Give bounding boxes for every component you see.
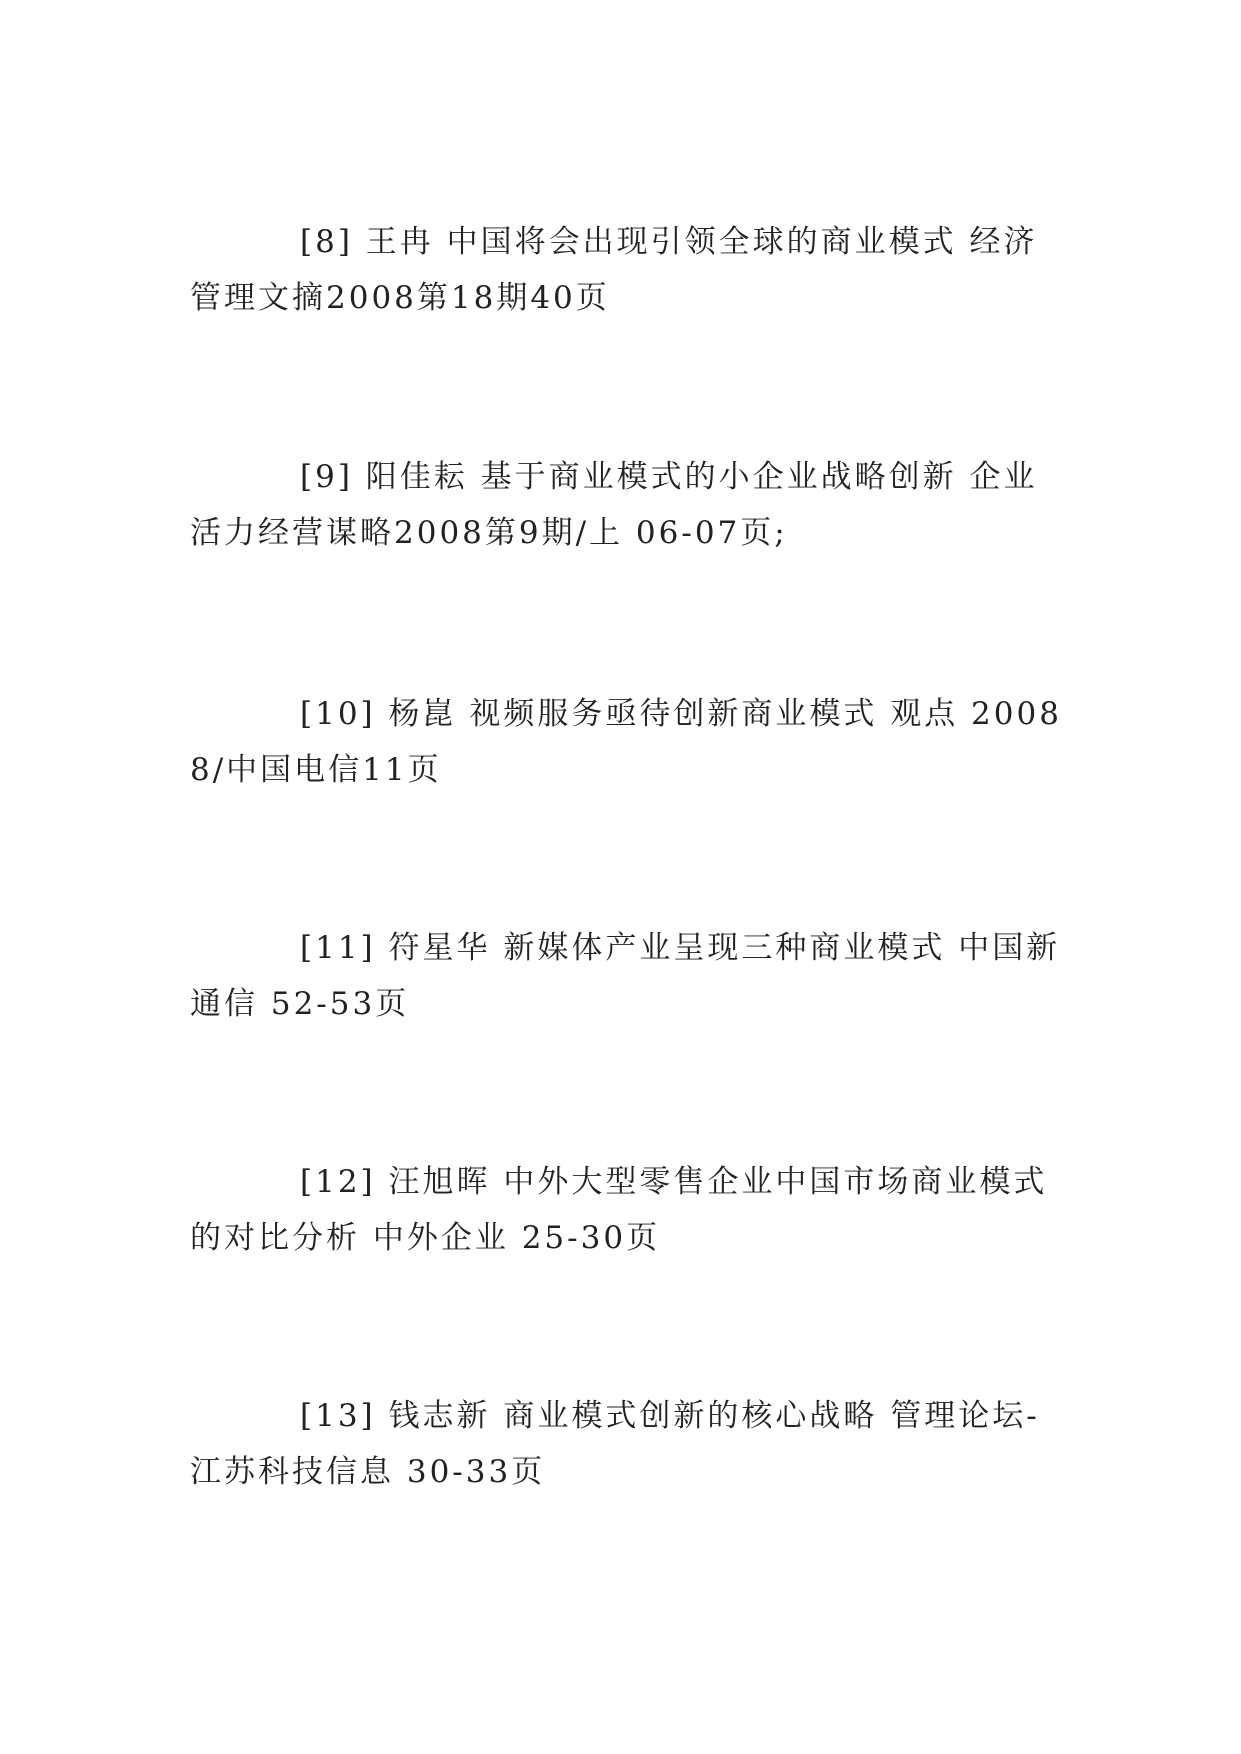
reference-line-1: [9] 阳佳耘 基于商业模式的小企业战略创新 企业 bbox=[300, 459, 1038, 495]
reference-line-1: [12] 汪旭晖 中外大型零售企业中国市场商业模式 bbox=[300, 1164, 1048, 1200]
reference-line-1: [13] 钱志新 商业模式创新的核心战略 管理论坛- bbox=[300, 1398, 1040, 1434]
reference-entry-9 bbox=[190, 449, 1050, 561]
reference-entry-11 bbox=[190, 920, 1061, 1032]
reference-line-1: [11] 符星华 新媒体产业呈现三种商业模式 中国新 bbox=[300, 930, 1061, 966]
reference-line-1: [10] 杨崑 视频服务亟待创新商业模式 观点 2008 bbox=[300, 696, 1062, 732]
reference-entry-12 bbox=[190, 1154, 1050, 1266]
reference-line-2: 8/中国电信11页 bbox=[190, 752, 442, 788]
reference-entry-8 bbox=[190, 214, 1050, 326]
reference-line-1: [8] 王冉 中国将会出现引领全球的商业模式 经济 bbox=[300, 224, 1038, 260]
reference-line-2: 活力经营谋略2008第9期/上 06-07页; bbox=[190, 515, 788, 551]
reference-entry-13 bbox=[190, 1388, 1050, 1500]
reference-line-2: 的对比分析 中外企业 25-30页 bbox=[190, 1220, 661, 1256]
reference-line-2: 管理文摘2008第18期40页 bbox=[190, 280, 610, 316]
reference-line-2: 江苏科技信息 30-33页 bbox=[190, 1454, 546, 1490]
reference-entry-10 bbox=[190, 686, 1062, 798]
reference-line-2: 通信 52-53页 bbox=[190, 986, 410, 1022]
